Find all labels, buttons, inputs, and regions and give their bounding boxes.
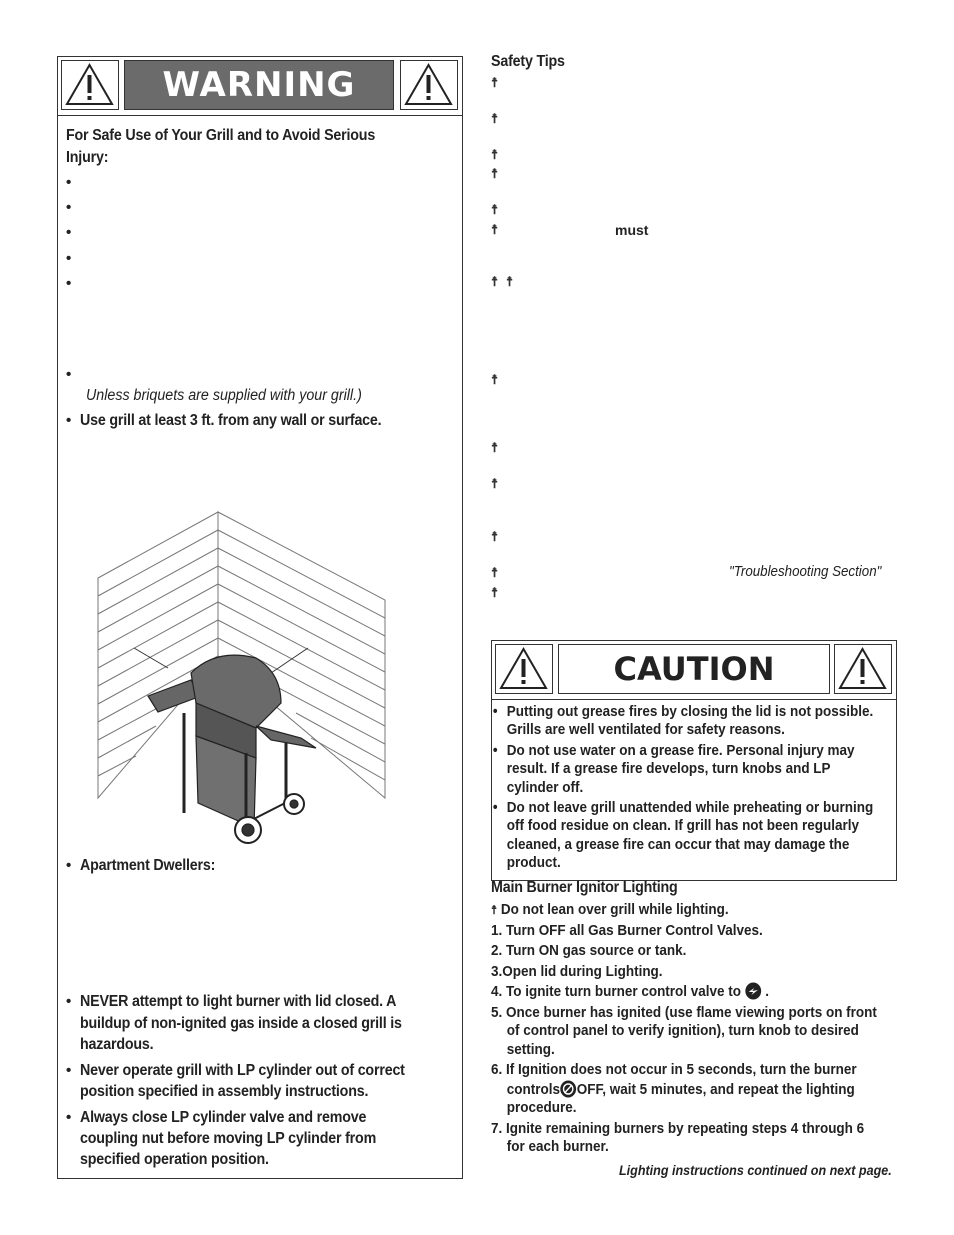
caution-item-1-line1: Putting out grease fires by closing the lid is not possible. [506,704,874,720]
lighting-title: Main Burner Ignitor Lighting [491,879,678,896]
tip-cross-10-icon: ☨ [491,476,499,491]
rule-1-line1: NEVER attempt to light burner with lid closed. A [80,993,397,1010]
tip-cross-6-icon: ☨ [491,222,499,237]
lighting-step-4-period: . [765,984,769,1000]
caution-item-3-line1: Do not leave grill unattended while preheating or burning [506,800,874,817]
caution-item-3-line4: product. [506,855,561,872]
rule-1-line2: buildup of non-ignited gas inside a closed grill is [80,1015,402,1032]
off-symbol-icon [560,1080,577,1098]
tip-cross-9-icon: ☨ [491,440,499,455]
lighting-step-6-controls: controls [506,1081,561,1098]
warning-title: WARNING [124,60,394,110]
caution-item-3-line2: off food residue on clean. If grill has not been regularly [506,818,859,835]
troubleshooting-reference: "Troubleshooting Section" [729,564,882,580]
tip-cross-12-icon: ☨ [491,565,499,580]
tip-cross-5-icon: ☨ [491,202,499,217]
bullet-1: • [66,174,72,191]
lighting-step-1: 1. Turn OFF all Gas Burner Control Valves. [491,922,763,939]
bullet-6: • [66,366,72,383]
lighting-step-5-line3: setting. [506,1041,555,1058]
rule-2-line2: position specified in assembly instructions. [80,1083,369,1100]
lighting-continued-note: Lighting instructions continued on next page. [619,1163,892,1178]
bullet-2: • [66,199,72,216]
lighting-step-2: 2. Turn ON gas source or tank. [491,943,687,959]
caution-triangle-right-icon [834,644,892,694]
tip-cross-3-icon: ☨ [491,147,499,162]
warning-triangle-left-icon [61,60,119,110]
bullet-7: • [66,412,72,429]
tip-cross-7b-icon: ☨ [506,274,514,289]
rule-2-bullet: • [66,1062,72,1079]
lighting-steps [491,900,877,1157]
tip-cross-7a-icon: ☨ [491,274,499,289]
bullet-3: • [66,224,72,241]
lighting-step-5-line2: of control panel to verify ignition), turn knob to desired [506,1023,859,1039]
tip-cross-4-icon: ☨ [491,166,499,181]
caution-title: CAUTION [558,644,830,694]
bullet-apartment: • [66,857,72,874]
warning-banner [58,57,462,116]
lighting-step-4 [491,982,877,1003]
rule-2-line1: Never operate grill with LP cylinder out of correct [80,1062,405,1079]
lighting-step-6-line1: 6. If Ignition does not occur in 5 seconds, turn the burner [491,1062,857,1078]
caution-triangle-left-icon [495,644,553,694]
caution-banner [492,641,896,700]
lighting-step-4-text: 4. To ignite turn burner control valve to [491,984,741,1000]
caution-item-3-line3: cleaned, a grease fire can occur that may damage the [506,836,850,853]
caution-bullet: • [492,800,498,817]
rule-3-line3: specified operation position. [80,1151,269,1168]
lighting-step-6-line3: procedure. [506,1100,577,1116]
lighting-cross-icon: ☨ [491,903,498,917]
apartment-dwellers-label: Apartment Dwellers: [80,857,216,874]
warning-heading-line1: For Safe Use of Your Grill and to Avoid Serious [66,127,376,144]
lighting-step-7-line1: 7. Ignite remaining burners by repeating steps 4 through 6 [491,1120,865,1137]
warning-triangle-right-icon [400,60,458,110]
lighting-step-6-off: OFF, wait 5 minutes, and repeat the lighting [576,1081,855,1098]
distance-rule: Use grill at least 3 ft. from any wall or surface. [80,412,382,429]
caution-item-2-line1: Do not use water on a grease fire. Personal injury may [506,742,855,759]
lighting-note-text: Do not lean over grill while lighting. [500,902,729,918]
rule-1-bullet: • [66,993,72,1010]
safety-tips-title: Safety Tips [491,53,565,70]
caution-list [491,703,902,873]
lighting-step-5 [491,1004,877,1060]
caution-bullet: • [492,742,498,759]
tip-cross-13-icon: ☨ [491,585,499,600]
tip-cross-1-icon: ☨ [491,75,499,90]
caution-item-1 [491,703,873,740]
caution-bullet: • [492,704,498,720]
rule-3-line1: Always close LP cylinder valve and remove [80,1109,367,1126]
must-word: must [615,222,649,238]
caution-item-3 [491,799,873,873]
tip-cross-2-icon: ☨ [491,111,499,126]
briquet-note: Unless briquets are supplied with your grill.) [86,387,362,404]
rule-3-bullet: • [66,1109,72,1126]
bullet-4: • [66,250,72,267]
caution-item-2-line2: result. If a grease fire develops, turn knobs and LP [506,761,831,778]
grill-clearance-illustration [96,508,388,850]
caution-item-2-line3: cylinder off. [506,779,584,796]
lighting-step-3: 3.Open lid during Lighting. [491,963,663,980]
warning-heading-line2: Injury: [66,149,109,166]
tip-cross-11-icon: ☨ [491,529,499,544]
rule-3-line2: coupling nut before moving LP cylinder from [80,1130,377,1147]
tip-cross-8-icon: ☨ [491,372,499,387]
caution-item-2 [491,742,873,797]
caution-item-1-line2: Grills are well ventilated for safety reasons. [506,722,785,739]
lighting-step-6-line2 [491,1080,877,1100]
lighting-step-7 [491,1120,877,1157]
bullet-5: • [66,275,72,292]
lighting-step-6 [491,1061,877,1118]
lighting-note [491,900,877,921]
lighting-step-7-line2: for each burner. [506,1139,609,1155]
ignite-symbol-icon [745,982,762,1000]
rule-1-line3: hazardous. [80,1036,154,1053]
lighting-step-5-line1: 5. Once burner has ignited (use flame viewing ports on front [491,1004,877,1021]
